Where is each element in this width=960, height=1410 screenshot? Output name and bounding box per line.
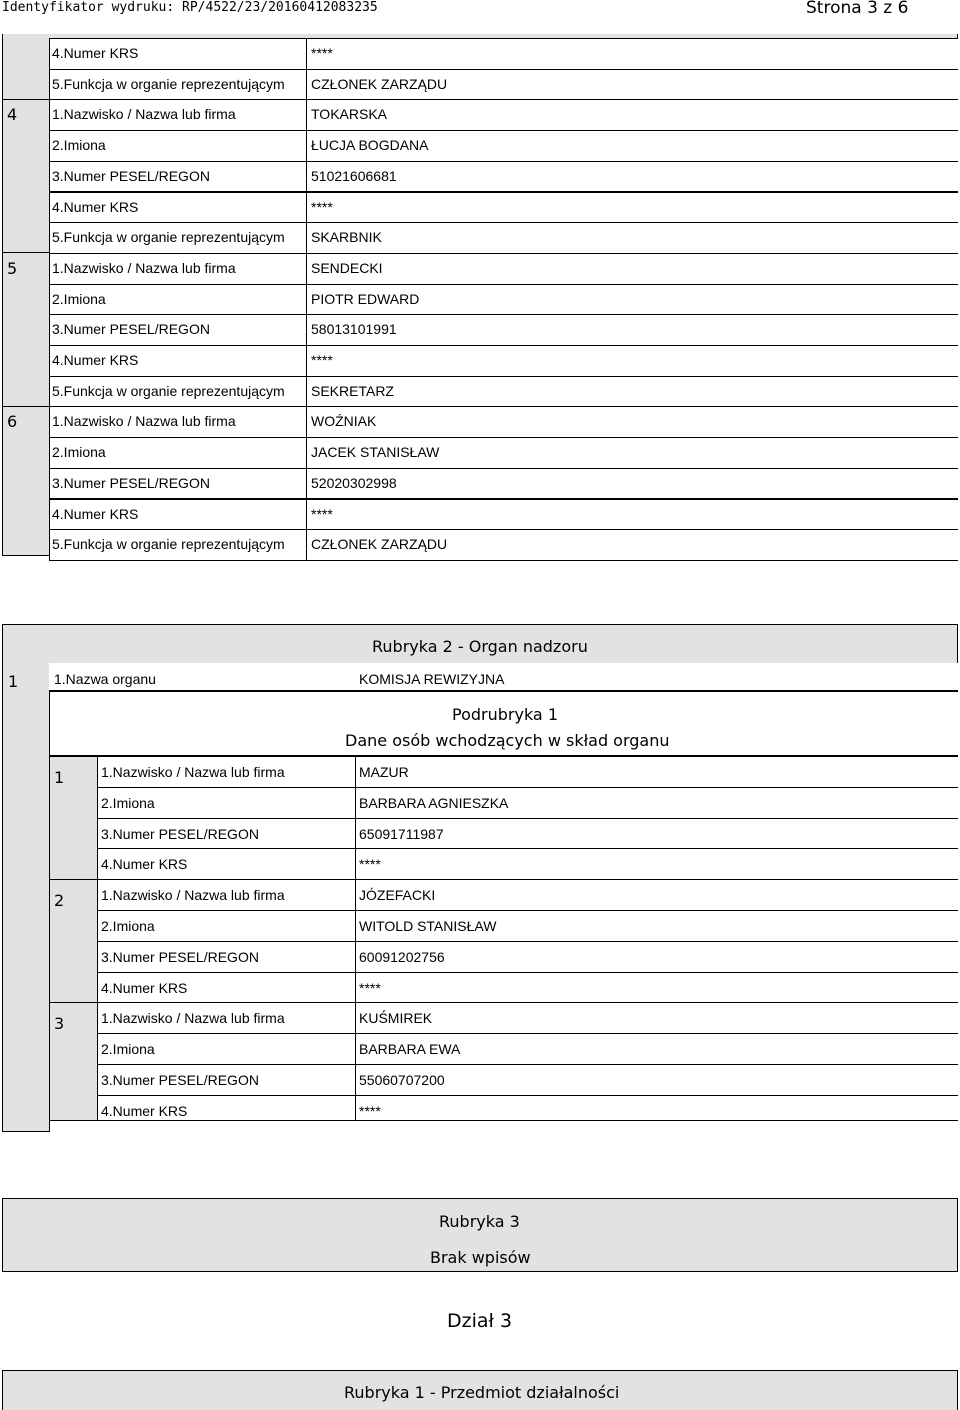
print-identifier: Identyfikator wydruku: RP/4522/23/20160412083235 [2,0,378,15]
field-label: 4.Numer KRS [101,1102,188,1119]
field-value: **** [359,1102,381,1119]
row-column-divider [306,529,307,561]
person-number: 2 [54,891,65,911]
field-label: 5.Funkcja w organie reprezentującym [52,75,285,92]
row-column-divider [306,38,307,70]
entry-names-row [49,130,958,162]
row-column-divider [355,879,356,911]
entry-divider [2,99,50,100]
field-label: 1.Nazwisko / Nazwa lub firma [101,1010,285,1027]
row-column-divider [306,499,307,531]
field-value: 52020302998 [311,474,397,491]
row-column-divider [306,284,307,316]
row-column-divider [306,376,307,408]
field-value: 58013101991 [311,321,397,338]
field-label: 3.Numer PESEL/REGON [52,167,210,184]
field-label: 1.Nazwisko / Nazwa lub firma [52,413,236,430]
field-value: WITOLD STANISŁAW [359,918,497,934]
field-label: 4.Numer KRS [52,198,139,215]
row-column-divider [306,69,307,101]
field-label: 2.Imiona [52,444,106,461]
partial-krs-row [49,38,958,70]
podrubryka-subtitle: Dane osób wchodzących w skład organu [345,731,670,750]
entry-names-row [49,284,958,316]
person-names-row [97,1033,958,1065]
row-column-divider [306,253,307,285]
field-label: 1.Nazwisko / Nazwa lub firma [52,259,236,276]
row-column-divider [355,941,356,973]
entry-names-row [49,437,958,469]
rubryka3-title: Rubryka 3 [439,1212,520,1231]
row-column-divider [306,437,307,469]
field-label: 3.Numer PESEL/REGON [52,321,210,338]
row-column-divider [306,99,307,131]
row-column-divider [355,972,356,1004]
field-value: WOŹNIAK [311,413,377,430]
field-label: 4.Numer KRS [52,352,139,368]
rubryka3-empty-text: Brak wpisów [430,1248,531,1267]
field-label: 5.Funkcja w organie reprezentującym [52,382,285,399]
person-number: 1 [54,768,65,787]
field-label: 5.Funkcja w organie reprezentującym [52,536,285,553]
entry-krs-row [49,499,958,531]
person-divider [49,756,97,757]
field-value: BARBARA EWA [359,1041,461,1058]
row-column-divider [355,1064,356,1096]
field-label: 2.Imiona [52,137,106,154]
field-label: 5.Funkcja w organie reprezentującym [52,229,285,246]
person-divider [49,1002,97,1003]
entry-krs-row [49,345,958,377]
row-column-divider [306,192,307,224]
field-label: 1.Nazwisko / Nazwa lub firma [52,106,236,123]
row-column-divider [306,468,307,500]
field-label: 2.Imiona [101,1041,155,1058]
field-label: 4.Numer KRS [101,979,188,996]
person-krs-row [97,972,958,1004]
row-column-divider [306,314,307,346]
field-value: JÓZEFACKI [359,887,436,904]
entry-divider [2,252,50,253]
person-divider [49,879,97,880]
field-value: SENDECKI [311,259,383,276]
field-value: 51021606681 [311,167,397,184]
field-label: 2.Imiona [101,918,155,934]
row-column-divider [355,818,356,850]
field-value: BARBARA AGNIESZKA [359,794,509,811]
podrubryka-bottom [49,1120,958,1132]
dzial3-title: Dział 3 [447,1310,513,1332]
field-value: MAZUR [359,764,409,780]
field-value: ŁUCJA BOGDANA [311,137,429,154]
rubryka2-title: Rubryka 2 - Organ nadzoru [372,637,588,656]
organ-name-value: KOMISJA REWIZYJNA [359,671,505,687]
field-label: 2.Imiona [52,290,106,307]
rubryka2-entry-number: 1 [8,672,19,691]
row-column-divider [306,161,307,193]
row-column-divider [355,1033,356,1065]
field-value: 65091711987 [359,825,444,842]
entry-krs-row [49,192,958,224]
field-value: KUŚMIREK [359,1010,433,1027]
row-column-divider [306,130,307,162]
field-label: 4.Numer KRS [101,856,188,873]
field-label: 1.Nazwisko / Nazwa lub firma [101,764,285,780]
field-label: 3.Numer PESEL/REGON [101,948,259,965]
dzial3-rubryka1-title: Rubryka 1 - Przedmiot działalności [344,1383,620,1402]
field-value: TOKARSKA [311,106,387,123]
row-column-divider [355,1002,356,1034]
field-value: JACEK STANISŁAW [311,444,440,461]
field-value: **** [359,856,381,873]
field-value: CZŁONEK ZARZĄDU [311,536,448,553]
person-number: 3 [54,1014,65,1034]
field-value: SEKRETARZ [311,382,394,399]
field-value: **** [311,505,333,522]
field-value: **** [311,352,333,368]
row-column-divider [306,406,307,438]
podrubryka-title: Podrubryka 1 [452,705,558,724]
field-value: SKARBNIK [311,229,382,246]
field-label: 3.Numer PESEL/REGON [101,1072,259,1088]
row-column-divider [306,222,307,254]
field-label: 3.Numer PESEL/REGON [101,825,259,842]
row-column-divider [355,787,356,819]
organ-name-label: 1.Nazwa organu [54,671,156,687]
person-names-row [97,910,958,942]
entry-number: 4 [7,105,18,125]
row-column-divider [355,756,356,788]
field-label: 1.Nazwisko / Nazwa lub firma [101,887,285,904]
entry-number: 6 [7,412,18,432]
field-value: 55060707200 [359,1072,445,1088]
field-value: **** [359,979,381,996]
page-number: Strona 3 z 6 [806,0,909,18]
field-value: **** [311,45,333,61]
row-column-divider [306,345,307,377]
field-label: 3.Numer PESEL/REGON [52,474,210,491]
entry-divider [2,406,50,407]
field-label: 4.Numer KRS [52,505,139,522]
field-label: 2.Imiona [101,794,155,811]
entry-number: 5 [7,258,18,278]
field-label: 4.Numer KRS [52,45,139,61]
person-names-row [97,787,958,819]
row-column-divider [355,910,356,942]
field-value: 60091202756 [359,948,445,965]
field-value: CZŁONEK ZARZĄDU [311,75,448,92]
field-value: PIOTR EDWARD [311,290,420,307]
row-column-divider [355,848,356,880]
person-krs-row [97,848,958,880]
field-value: **** [311,198,333,215]
